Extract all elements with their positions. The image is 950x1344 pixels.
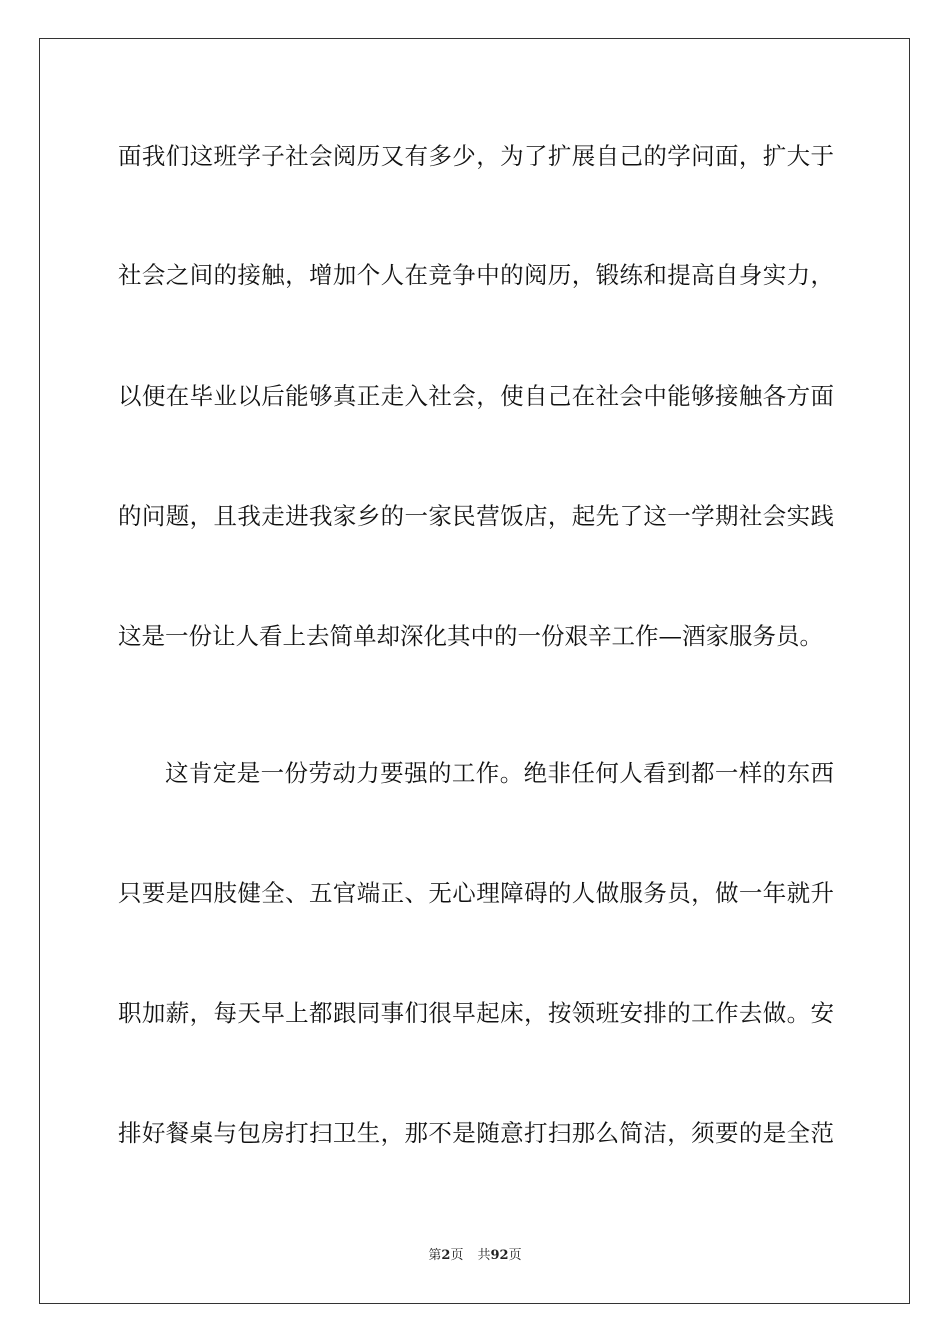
body-text-line-1: 面我们这班学子社会阅历又有多少，为了扩展自己的学问面，扩大于 [118, 142, 834, 170]
body-text-line-2: 社会之间的接触，增加个人在竞争中的阅历，锻练和提高自身实力， [118, 261, 834, 289]
body-text-line-8: 职加薪，每天早上都跟同事们很早起床，按领班安排的工作去做。安 [118, 999, 834, 1027]
page-border [39, 38, 910, 1304]
body-text-line-3: 以便在毕业以后能够真正走入社会，使自己在社会中能够接触各方面 [118, 382, 834, 410]
total-suffix: 页 [508, 1248, 522, 1263]
paragraph-first-line: 这肯定是一份劳动力要强的工作。绝非任何人看到都一样的东西 [165, 759, 834, 787]
body-text-line-5: 这是一份让人看上去简单却深化其中的一份艰辛工作—酒家服务员。 [118, 622, 823, 650]
page-number: 2 [441, 1248, 451, 1263]
body-text-line-4: 的问题，且我走进我家乡的一家民营饭店，起先了这一学期社会实践 [118, 502, 834, 530]
total-pages: 92 [490, 1248, 509, 1263]
total-prefix: 共 [477, 1248, 491, 1263]
body-text-line-9: 排好餐桌与包房打扫卫生，那不是随意打扫那么简洁，须要的是全范 [118, 1119, 834, 1147]
page-prefix: 第 [428, 1248, 442, 1263]
body-text-line-7: 只要是四肢健全、五官端正、无心理障碍的人做服务员，做一年就升 [118, 879, 834, 907]
page-suffix: 页 [450, 1248, 464, 1263]
page-footer [0, 1247, 950, 1265]
